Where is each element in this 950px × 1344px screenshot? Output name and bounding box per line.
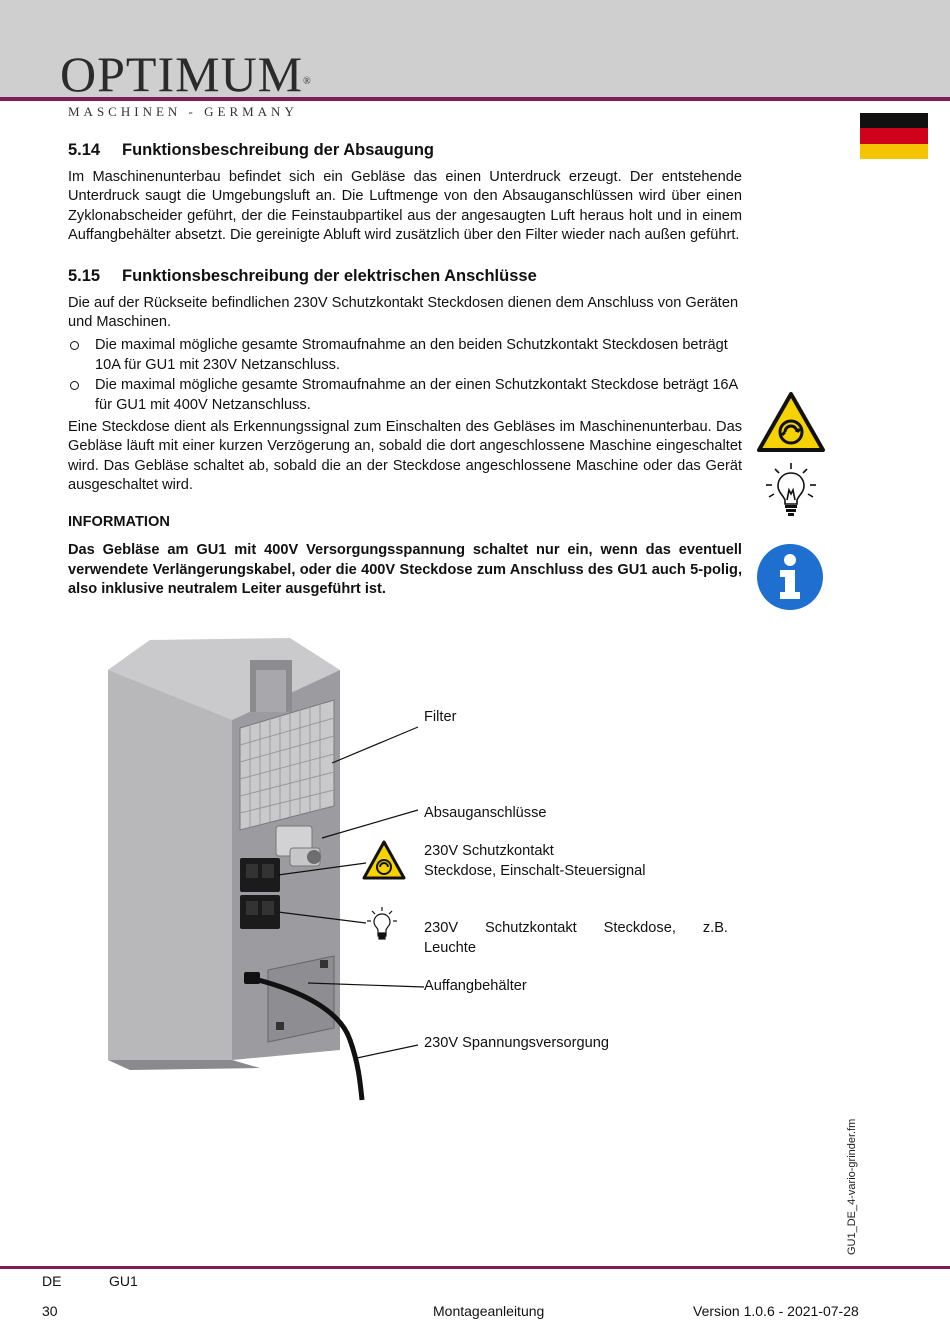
rotating-parts-warning-icon — [756, 391, 826, 453]
footer-version: Version 1.0.6 - 2021-07-28 — [693, 1303, 859, 1319]
info-text: Das Gebläse am GU1 mit 400V Versorgungsspannung schaltet nur ein, wenn das eventuell verwendete Verlängerungskabel, oder die 400V Steckdose zum Anschluss des GU1 auch 5-polig, also inklusive neutralem Leiter ausgeführt ist. — [68, 542, 742, 597]
footer-language: DE — [42, 1273, 62, 1289]
section-text2-5-15: Eine Steckdose dient als Erkennungssignal zum Einschalten des Gebläses im Maschinenunterbau. Das Gebläse läuft mit einer kurzen Verzögerung an, sobald die dort angeschlossene Maschine eingeschaltet wird. Das Gebläse schaltet ab, sobald die an der Steckdose angeschlossene Maschine oder das Gerät ausgeschaltet wird. — [68, 419, 742, 494]
brand-logo — [60, 46, 312, 102]
section-heading-5-15: 5.15 Funktionsbeschreibung der elektrischen Anschlüsse — [68, 266, 537, 285]
lightbulb-icon — [763, 461, 819, 521]
bullet-list — [68, 336, 742, 415]
footer-model: GU1 — [109, 1273, 138, 1289]
section-text-5-14: Im Maschinenunterbau befindet sich ein Gebläse das einen Unterdruck erzeugt. Der entstehende Unterdruck saugt die Umgebungsluft an. Die Luftmenge von den Absauganschlüssen wird über einen Zyklonabscheider geführt, der die Feinstaubpartikel aus der angesaugten Luft heraus holt und in einem Auffangbehälter absetzt. Die gereinigte Abluft wird zusätzlich über den Filter wieder nach außen geführt. — [68, 169, 742, 244]
label-auffangbehaelter: Auffangbehälter — [424, 978, 527, 994]
list-item: Die maximal mögliche gesamte Stromaufnahme an den beiden Schutzkontakt Steckdosen beträgt 10A für GU1 mit 230V Netzanschluss. — [68, 336, 742, 375]
footer-document-type: Montageanleitung — [433, 1303, 545, 1319]
section-intro-5-15: Die auf der Rückseite befindlichen 230V Schutzkontakt Steckdosen dienen dem Anschluss von Geräten und Maschinen. — [68, 294, 739, 331]
label-absauganschluesse: Absauganschlüsse — [424, 805, 547, 821]
brand-tagline: MASCHINEN - GERMANY — [68, 104, 298, 119]
socket-light — [240, 895, 280, 929]
label-socket-light-line1: 230V Schutzkontakt Steckdose, z.B. — [424, 920, 728, 936]
figure-lightbulb-icon — [367, 907, 397, 939]
info-heading: INFORMATION — [68, 513, 170, 530]
main-content — [68, 138, 742, 599]
figure-rotating-parts-icon — [364, 842, 404, 878]
section-heading-5-14: 5.14 Funktionsbeschreibung der Absaugung — [68, 141, 434, 159]
source-file-name: GU1_DE_4-vario-grinder.fm — [846, 1118, 858, 1255]
german-flag-icon — [860, 113, 928, 159]
list-item: Die maximal mögliche gesamte Stromaufnahme an der einen Schutzkontakt Steckdose beträgt 16A für GU1 mit 400V Netzanschluss. — [68, 376, 742, 415]
information-icon — [756, 543, 824, 611]
brand-name: OPTIMUM — [60, 46, 304, 102]
footer-rule — [0, 1266, 950, 1269]
label-filter: Filter — [424, 709, 457, 725]
socket-signal — [240, 858, 280, 892]
registered-mark: ® — [303, 76, 312, 87]
label-socket-signal-line1: 230V Schutzkontakt — [424, 843, 554, 859]
label-socket-light-line2: Leuchte — [424, 940, 476, 956]
footer-page-number: 30 — [42, 1303, 58, 1319]
label-spannungsversorgung: 230V Spannungsversorgung — [424, 1035, 609, 1051]
label-socket-signal-line2: Steckdose, Einschalt-Steuersignal — [424, 863, 646, 879]
collection-container — [268, 956, 334, 1042]
